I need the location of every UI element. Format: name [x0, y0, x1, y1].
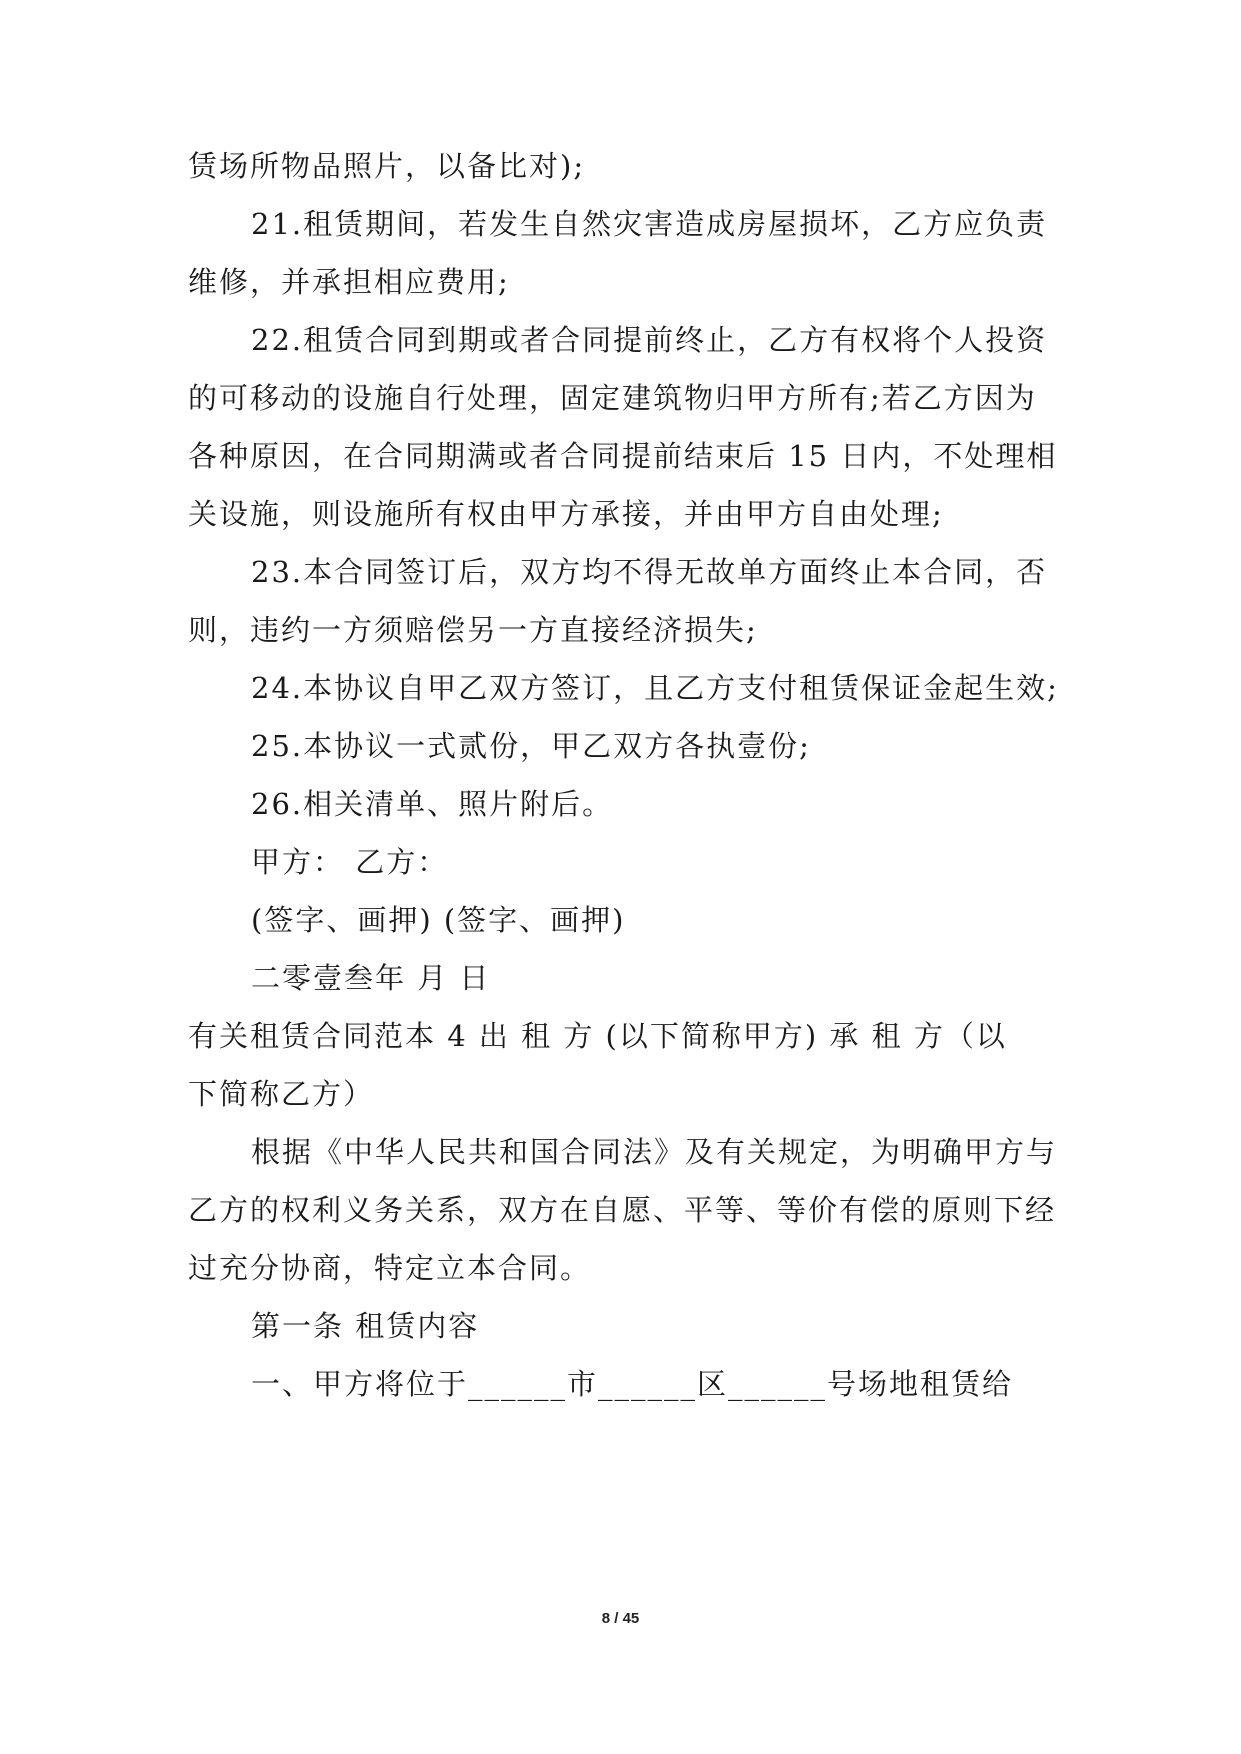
text-line: 25.本协议一式贰份，甲乙双方各执壹份;	[251, 729, 811, 763]
text-line: 的可移动的设施自行处理，固定建筑物归甲方所有;若乙方因为	[188, 381, 1037, 415]
text-line: 24.本协议自甲乙双方签订，且乙方支付租赁保证金起生效;	[251, 671, 1059, 705]
text-line: 则，违约一方须赔偿另一方直接经济损失;	[188, 613, 758, 647]
text-line: 乙方的权利义务关系，双方在自愿、平等、等价有偿的原则下经	[188, 1193, 1057, 1227]
text-line: 有关租赁合同范本 4 出 租 方 (以下简称甲方) 承 租 方（以	[188, 1019, 1007, 1053]
text-line: 22.租赁合同到期或者合同提前终止，乙方有权将个人投资	[251, 323, 1048, 357]
text-line: 26.相关清单、照片附后。	[251, 787, 614, 821]
text-line: 第一条 租赁内容	[251, 1309, 480, 1343]
text-line: 赁场所物品照片，以备比对);	[188, 149, 586, 183]
text-line: 关设施，则设施所有权由甲方承接，并由甲方自由处理;	[188, 497, 944, 531]
text-line: 一、甲方将位于______市______区______号场地租赁给	[251, 1367, 1014, 1401]
text-line: 下简称乙方）	[188, 1077, 375, 1111]
text-line: 过充分协商，特定立本合同。	[188, 1251, 592, 1285]
text-line: (签字、画押) (签字、画押)	[251, 903, 626, 937]
text-line: 二零壹叁年 月 日	[251, 961, 491, 995]
text-line: 维修，并承担相应费用;	[188, 265, 510, 299]
text-line: 各种原因，在合同期满或者合同提前结束后 15 日内，不处理相	[188, 439, 1058, 473]
text-line: 23.本合同签订后，双方均不得无故单方面终止本合同，否	[251, 555, 1048, 589]
text-line: 21.租赁期间，若发生自然灾害造成房屋损坏，乙方应负责	[251, 207, 1048, 241]
text-line: 根据《中华人民共和国合同法》及有关规定，为明确甲方与	[251, 1135, 1058, 1169]
text-line: 甲方： 乙方：	[251, 845, 449, 879]
page-number: 8 / 45	[601, 1610, 640, 1627]
